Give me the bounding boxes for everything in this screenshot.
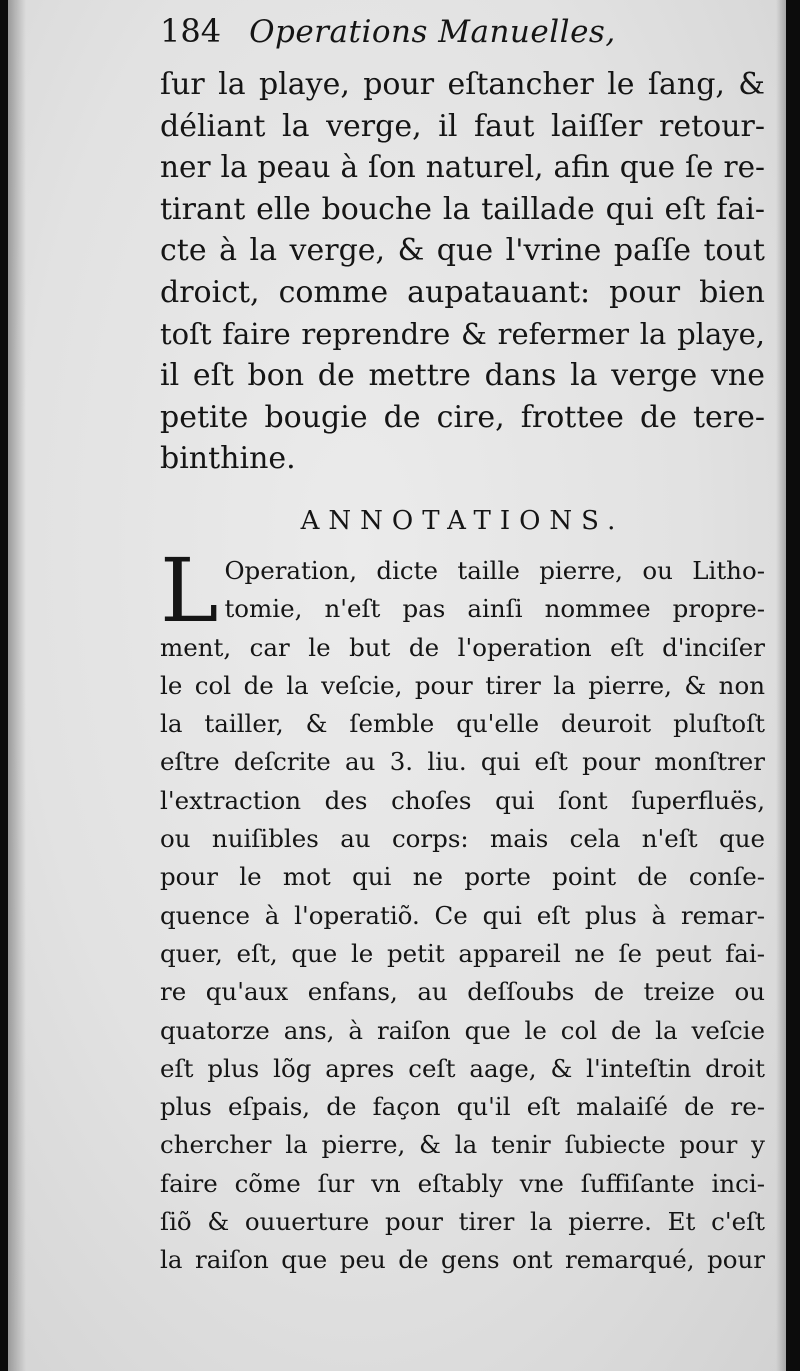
- text-line: quence à l'operatiõ. Ce qui eſt plus à remar-: [160, 900, 765, 930]
- annotations-heading: ANNOTATIONS.: [300, 505, 625, 536]
- text-line: faire cõme ſur vn eſtably vne ſuffiſante inci-: [160, 1168, 765, 1198]
- text-line: ment, car le but de l'operation eſt d'inciſer: [160, 632, 765, 662]
- text-line: tirant elle bouche la taillade qui eſt fai-: [160, 191, 765, 227]
- text-line: ſur la playe, pour eſtancher le ſang, &: [160, 67, 765, 102]
- text-line: l'extraction des choſes qui ſont ſuperfluës,: [160, 785, 765, 815]
- text-line: le col de la veſcie, pour tirer la pierre, & non: [160, 670, 765, 700]
- text-line: pour le mot qui ne porte point de conſe-: [160, 862, 765, 892]
- book-page: [8, 0, 786, 1371]
- text-line: toſt faire reprendre & refermer la playe,: [160, 316, 765, 351]
- text-line: ner la peau à ſon naturel, afin que ſe re-: [160, 150, 765, 185]
- text-line: chercher la pierre, & la tenir ſubiecte pour y: [160, 1130, 765, 1160]
- running-title: Operations Manuelles,: [249, 14, 616, 50]
- text-line: quatorze ans, à raiſon que le col de la veſcie: [160, 1015, 765, 1045]
- page-number: 184: [160, 12, 222, 50]
- text-line: petite bougie de cire, frottee de tere-: [160, 399, 765, 435]
- text-line: eſtre deſcrite au 3. liu. qui eſt pour monſtrer: [160, 747, 765, 777]
- text-line: binthine.: [160, 441, 296, 477]
- text-line: il eſt bon de mettre dans la verge vne: [160, 358, 765, 394]
- text-block: [160, 12, 765, 1280]
- text-line: la tailler, & ſemble qu'elle deuroit pluſtoſt: [160, 709, 765, 739]
- gutter-shadow: [8, 0, 26, 1371]
- drop-cap: L: [160, 538, 219, 642]
- running-head: [160, 12, 765, 64]
- text-line: ou nuiſibles au corps: mais cela n'eſt que: [160, 824, 765, 854]
- text-line: plus eſpais, de façon qu'il eſt malaiſé de re-: [160, 1092, 765, 1122]
- text-line: la raiſon que peu de gens ont remarqué, pour: [160, 1245, 765, 1275]
- text-line: quer, eſt, que le petit appareil ne ſe peut fai-: [160, 938, 765, 968]
- text-line: ſiõ & ouuerture pour tirer la pierre. Et c'eſt: [160, 1206, 765, 1236]
- text-line: cte à la verge, & que l'vrine paſſe tout: [160, 233, 765, 269]
- text-line: eſt plus lõg apres ceſt aage, & l'inteſtin droit: [160, 1053, 765, 1083]
- text-line: droict, comme aupatauant: pour bien: [160, 274, 765, 310]
- main-text: [160, 64, 765, 480]
- text-line: déliant la verge, il faut laiſſer retour-: [160, 108, 765, 144]
- text-line: Operation, dicte taille pierre, ou Litho-: [224, 555, 765, 585]
- annotations-text: [160, 538, 765, 1280]
- text-line: tomie, n'eſt pas ainſi nommee propre-: [224, 594, 765, 624]
- text-line: re qu'aux enfans, au deſſoubs de treize ou: [160, 977, 765, 1007]
- dropcap-lines: [224, 552, 765, 629]
- page-edge: [776, 0, 786, 1371]
